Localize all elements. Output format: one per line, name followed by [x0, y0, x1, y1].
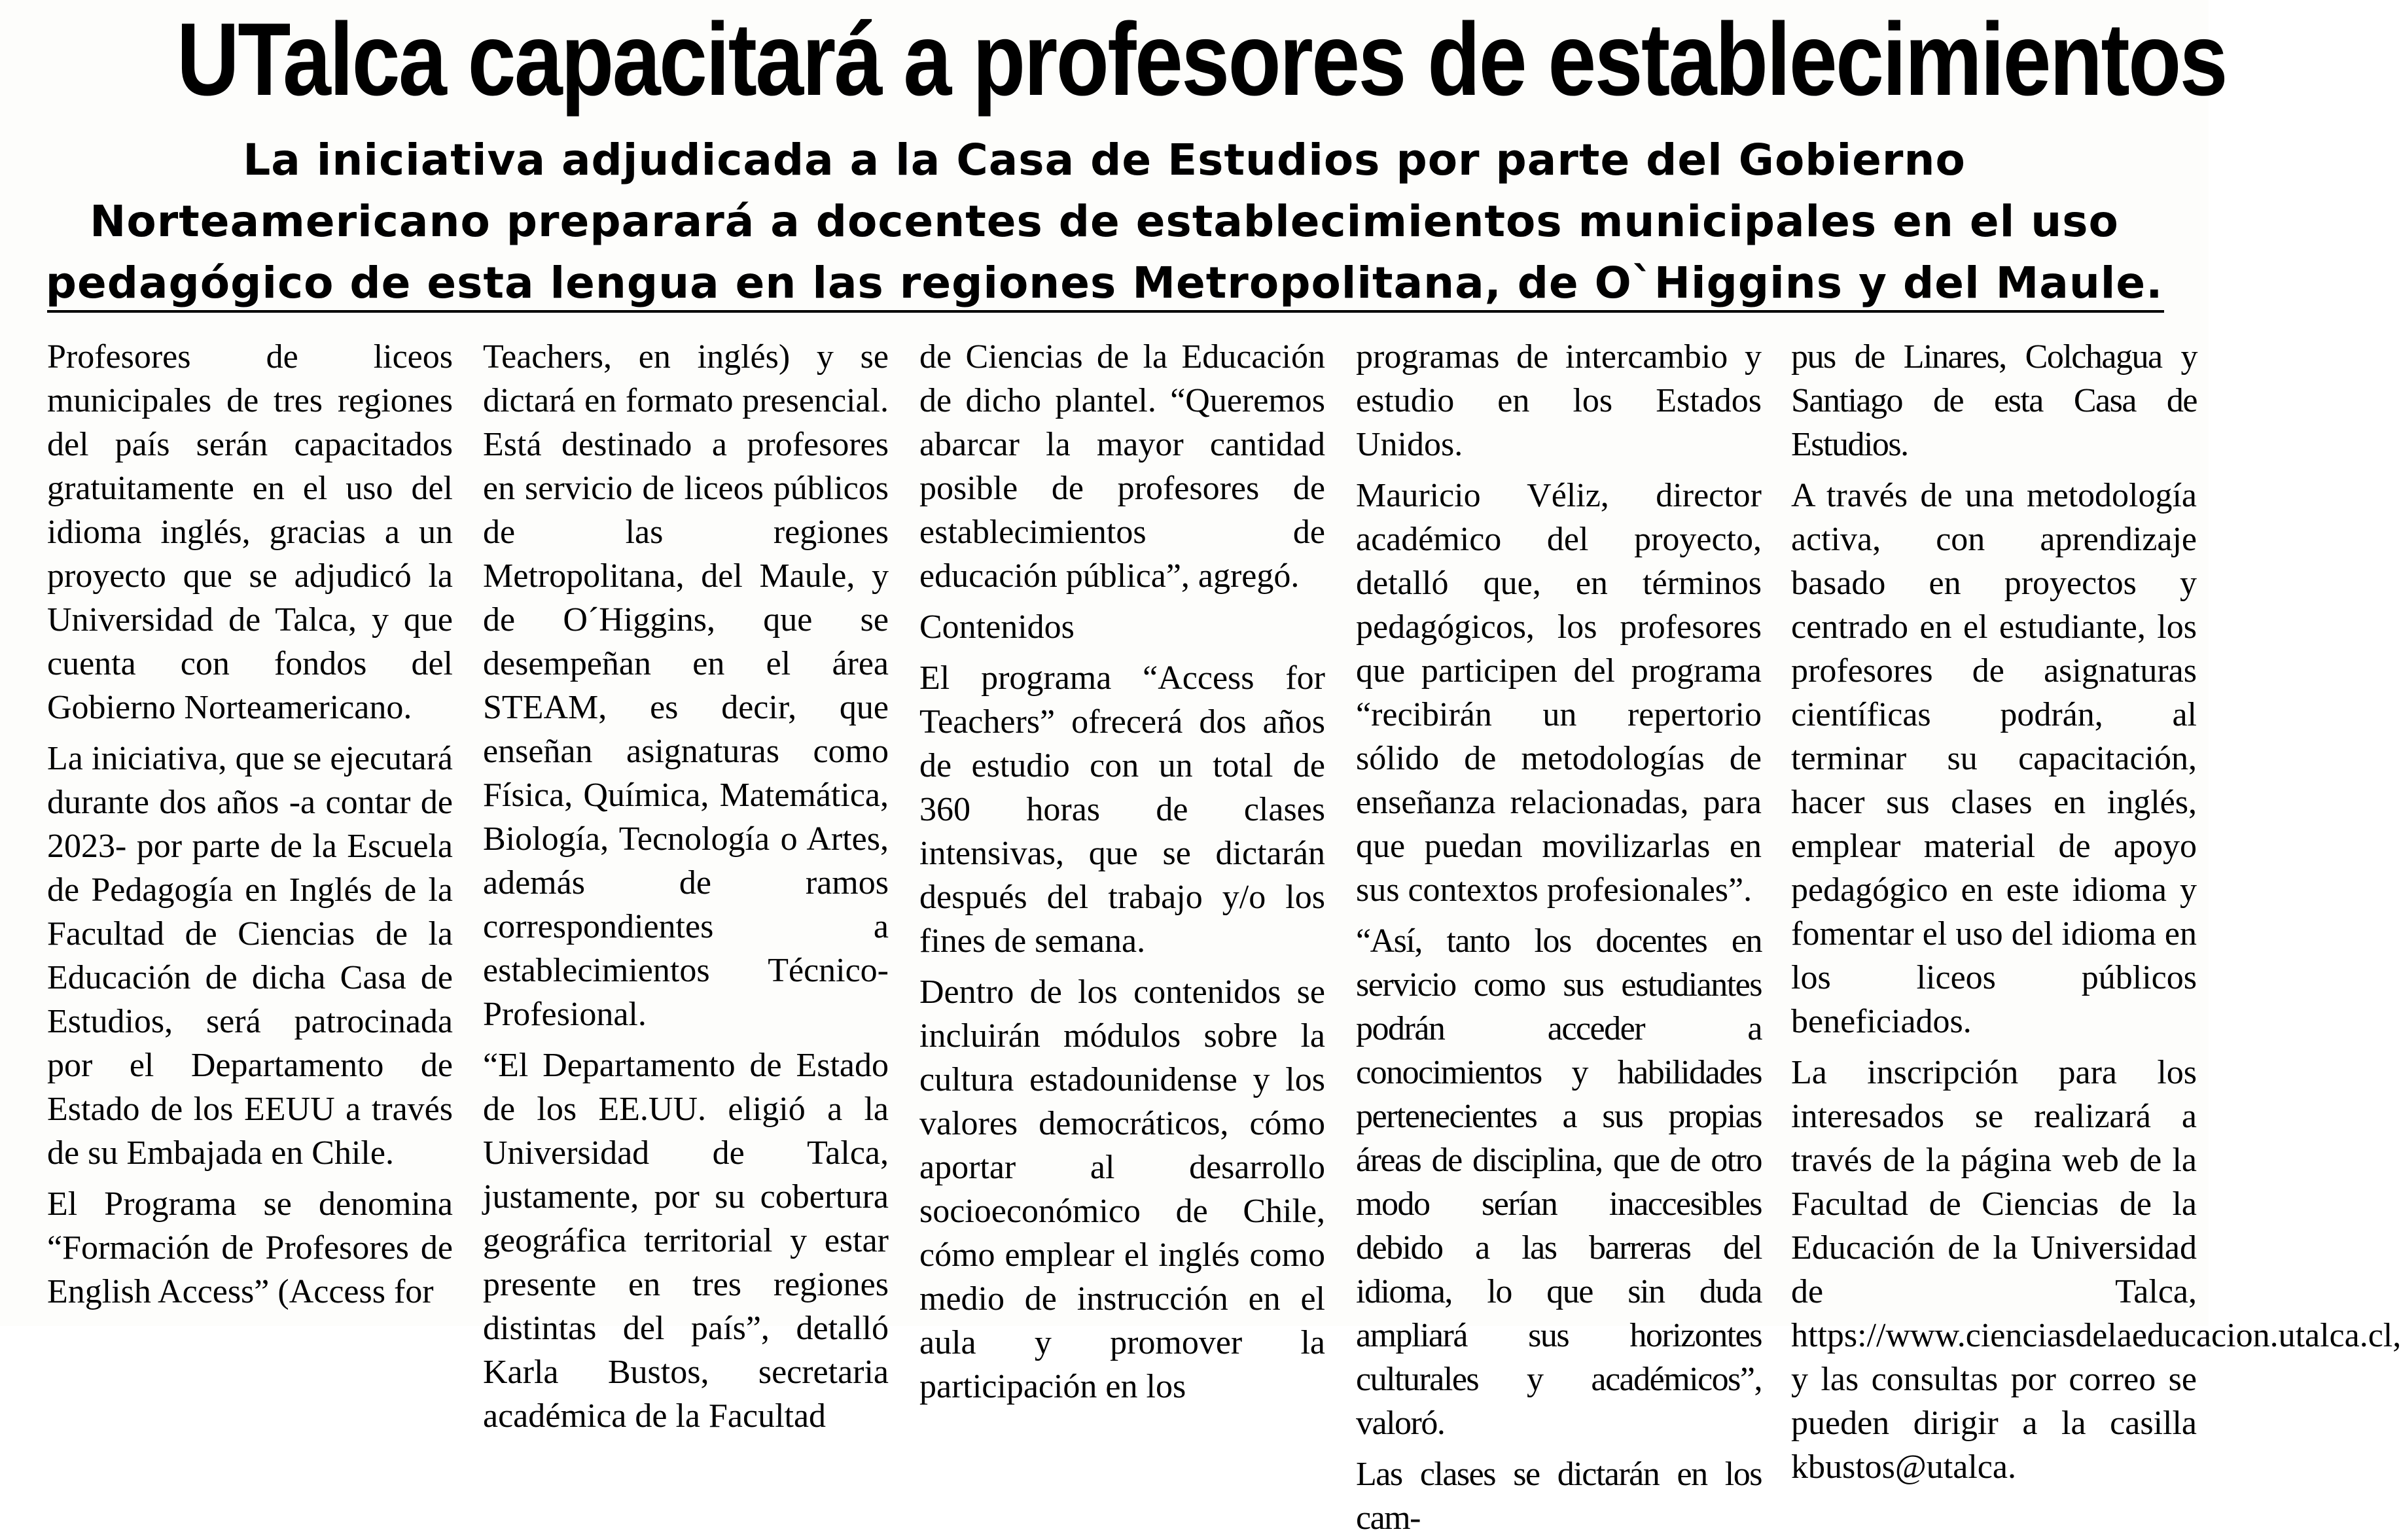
article-column-1	[47, 335, 453, 1316]
paragraph: Dentro de los contenidos se incluirán módulos sobre la cultura estadounidense y los valores democráticos, cómo aportar al desarrollo socioeconómico de Chile, cómo emplear el inglés como medio de instrucción en el aula y promover la participación en los	[919, 973, 1325, 1405]
header-divider	[47, 310, 2164, 313]
paragraph: A través de una metodología activa, con aprendizaje basado en proyectos y centrado en el estudiante, los profesores de asignaturas científicas podrán, al terminar su capacitación, hacer sus clases en inglés, emplear material de apoyo pedagógico en este idioma y fomentar el uso del idioma en los liceos públicos beneficiados.	[1791, 477, 2197, 1040]
paragraph: El Programa se denomina “Formación de Profesores de English Access” (Access for	[47, 1185, 453, 1310]
section-subheading: Contenidos	[919, 608, 1075, 646]
article-headline: UTalca capacitará a profesores de establecimientos	[177, 2, 2226, 117]
article-column-3	[919, 335, 1325, 1405]
paragraph: La iniciativa, que se ejecutará durante dos años -a contar de 2023- por parte de la Escuela de Pedagogía en Inglés de la Facultad de Ciencias de la Educación de dicha Casa de Estudios, será patrocinada por el Departamento de Estado de los EEUU a través de su Embajada en Chile.	[47, 740, 453, 1172]
paragraph: “El Departamento de Estado de los EE.UU. eligió a la Universidad de Talca, justamente, por su cobertura geográfica territorial y estar presente en tres regiones distintas del país”, detalló Karla Bustos, secretaria académica de la Facultad	[483, 1047, 889, 1435]
article-column-5	[1791, 335, 2401, 1486]
paragraph: pus de Linares, Colchagua y Santiago de esta Casa de Estudios.	[1791, 338, 2197, 463]
paragraph: Profesores de liceos municipales de tres regiones del país serán capacitados gratuitamente en el uso del idioma inglés, gracias a un proyecto que se adjudicó la Universidad de Talca, y que cuenta con fondos del Gobierno Norteamericano.	[47, 338, 453, 726]
paragraph: Mauricio Véliz, director académico del proyecto, detalló que, en términos pedagógicos, los profesores que participen del programa “recibirán un repertorio sólido de metodologías de enseñanza relacionadas, para que puedan movilizarlas en sus contextos profesionales”.	[1356, 477, 1762, 909]
article-column-4	[1356, 335, 1762, 1537]
paragraph: El programa “Access for Teachers” ofrecerá dos años de estudio con un total de 360 horas de clases intensivas, que se dictarán después del trabajo y/o los fines de semana.	[919, 659, 1325, 960]
article-subheadline: La iniciativa adjudicada a la Casa de Estudios por parte del Gobierno Norteamericano preparará a docentes de establecimientos municipales en el uso pedagógico de esta lengua en las regiones Metropolitana, de O`Higgins y del Maule.	[45, 135, 2163, 308]
paragraph: Las clases se dictarán en los cam-	[1356, 1456, 1762, 1537]
paragraph: Teachers, en inglés) y se dictará en formato presencial. Está destinado a profesores en servicio de liceos públicos de las regiones Metropolitana, del Maule, y de O´Higgins, que se desempeñan en el área STEAM, es decir, que enseñan asignaturas como Física, Química, Matemática, Biología, Tecnología o Artes, además de ramos correspondientes a establecimientos Técnico-Profesional.	[483, 338, 889, 1033]
paragraph: “Así, tanto los docentes en servicio como sus estudiantes podrán acceder a conocimientos y habilidades pertenecientes a sus propias áreas de disciplina, que de otro modo serían inaccesibles debido a las barreras del idioma, lo que sin duda ampliará sus horizontes culturales y académicos”, valoró.	[1356, 922, 1762, 1442]
paragraph: La inscripción para los interesados se realizará a través de la página web de la Facultad de Ciencias de la Educación de la Universidad de Talca, https://www.cienciasdelaeducacion.utalca.cl, y las consultas por correo se pueden dirigir a la casilla kbustos@utalca.	[1791, 1054, 2401, 1486]
article-column-2	[483, 335, 889, 1435]
paragraph: de Ciencias de la Educación de dicho plantel. “Queremos abarcar la mayor cantidad posible de profesores de establecimientos de educación pública”, agregó.	[919, 338, 1325, 595]
paragraph: programas de intercambio y estudio en los Estados Unidos.	[1356, 338, 1762, 463]
